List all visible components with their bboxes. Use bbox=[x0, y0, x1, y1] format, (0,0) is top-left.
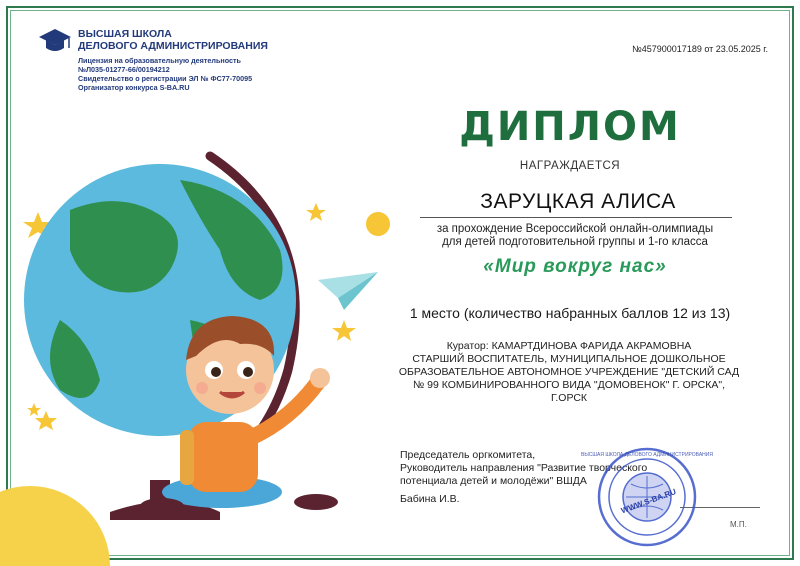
organizer-line: Организатор конкурса S-BA.RU bbox=[78, 83, 190, 92]
signatory-line2: Руководитель направления "Развитие творческого bbox=[400, 462, 648, 474]
curator-block bbox=[384, 340, 754, 405]
star-icon bbox=[27, 403, 41, 416]
signatory-line3: потенциала детей и молодёжи" ВШДА bbox=[400, 475, 587, 487]
corner-sun-shape bbox=[0, 486, 110, 566]
license-line: Лицензия на образовательную деятельность bbox=[78, 56, 241, 65]
curator-line2: СТАРШИЙ ВОСПИТАТЕЛЬ, МУНИЦИПАЛЬНОЕ ДОШКОЛЬНОЕ bbox=[412, 353, 726, 365]
curator-line4: № 99 КОМБИНИРОВАННОГО ВИДА "ДОМОВЕНОК" Г. ОРСКА", bbox=[412, 379, 726, 391]
star-icon bbox=[306, 203, 326, 221]
olympiad-name: «Мир вокруг нас» bbox=[483, 256, 667, 277]
diploma-title: ДИПЛОМ bbox=[459, 104, 681, 150]
stamp-site: WWW.S-BA.RU bbox=[619, 487, 678, 516]
sun-dot-shape bbox=[366, 212, 390, 236]
globe-child-illustration bbox=[0, 120, 400, 566]
award-reason bbox=[400, 223, 750, 249]
reason-line1: за прохождение Всероссийской онлайн-олимпиады bbox=[436, 223, 714, 235]
registration-line: Свидетельство о регистрации ЭЛ № ФС77-70095 bbox=[78, 74, 253, 83]
curator-line3: ОБРАЗОВАТЕЛЬНОЕ АВТОНОМНОЕ УЧРЕЖДЕНИЕ "ДЕТСКИЙ САД bbox=[398, 366, 740, 378]
curator-line5: Г.ОРСК bbox=[550, 392, 588, 404]
document-number: №457900017189 от 23.05.2025 г. bbox=[632, 44, 768, 54]
stamp-text: ВЫСШАЯ ШКОЛА ДЕЛОВОГО АДМИНИСТРИРОВАНИЯ bbox=[581, 452, 713, 458]
reason-line2: для детей подготовительной группы и 1-го класса bbox=[442, 236, 708, 248]
organization-details bbox=[78, 56, 252, 92]
star-icon bbox=[332, 320, 356, 341]
official-stamp bbox=[581, 446, 713, 548]
signatory-line1: Председатель оргкомитета, bbox=[400, 449, 536, 461]
graduation-cap-icon bbox=[38, 26, 72, 56]
signatory-name: Бабина И.В. bbox=[400, 493, 460, 505]
curator-line1: Куратор: КАМАРТДИНОВА ФАРИДА АКРАМОВНА bbox=[446, 340, 692, 352]
organization-name bbox=[78, 28, 268, 52]
star-icon bbox=[35, 411, 57, 430]
recipient-name: ЗАРУЦКАЯ АЛИСА bbox=[480, 190, 676, 213]
recipient-underline bbox=[420, 217, 732, 218]
result-text: 1 место (количество набранных баллов 12 из 13) bbox=[409, 305, 731, 321]
license-number: №Л035-01277-66/00194212 bbox=[78, 65, 170, 74]
organization-name-line2: ДЕЛОВОГО АДМИНИСТРИРОВАНИЯ bbox=[78, 40, 268, 52]
organization-name-line1: ВЫСШАЯ ШКОЛА bbox=[78, 28, 172, 40]
mp-label: М.П. bbox=[730, 520, 747, 529]
awarded-label: НАГРАЖДАЕТСЯ bbox=[519, 160, 621, 172]
